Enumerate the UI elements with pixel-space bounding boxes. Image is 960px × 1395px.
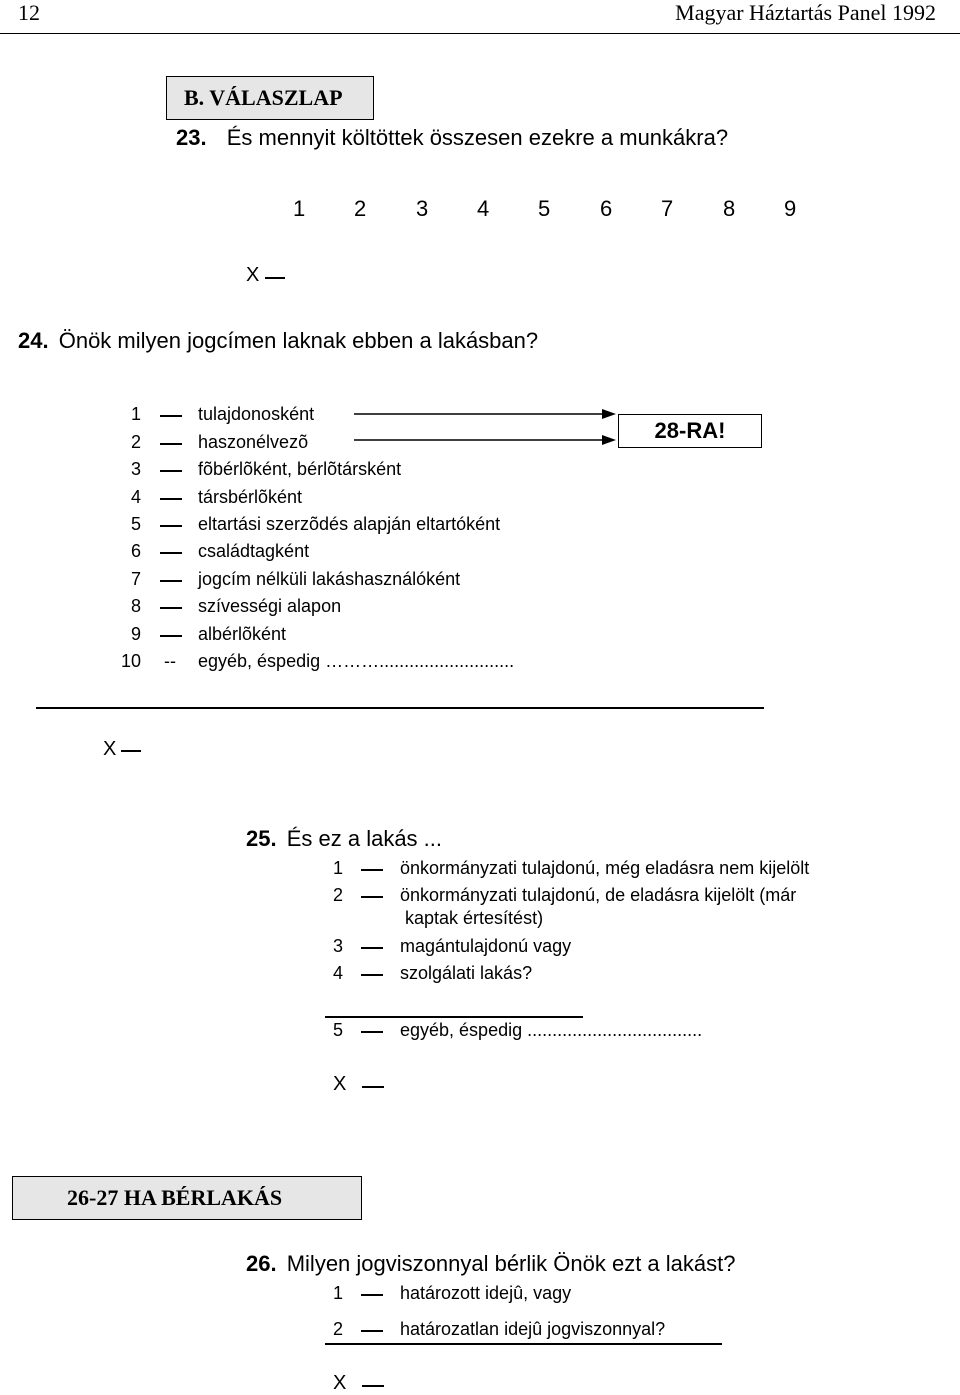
q25-option-dash [361, 1031, 383, 1033]
q24-option-text: jogcím nélküli lakáshasználóként [198, 569, 461, 589]
q24-option-code[interactable]: 6 [131, 541, 142, 561]
q24-option-text: családtagként [198, 541, 310, 561]
section-b-label [166, 76, 374, 120]
q24-option-dash [160, 552, 182, 554]
q24-option-dash [160, 580, 182, 582]
q23-scale-item[interactable]: 8 [723, 196, 736, 221]
q25-x-mark[interactable]: X [333, 1073, 347, 1095]
q24-option-text: szívességi alapon [198, 596, 342, 616]
q25-option-text-cont: kaptak értesítést) [405, 908, 544, 928]
q23-scale-item[interactable]: 7 [661, 196, 674, 221]
q25-divider [325, 1016, 583, 1018]
q23-heading [176, 125, 728, 151]
q26-number: 26. [246, 1251, 277, 1276]
q24-option-code[interactable]: 1 [131, 404, 142, 424]
q26-text: Milyen jogviszonnyal bérlik Önök ezt a lakást? [286, 1251, 736, 1276]
section-2627-text: 26-27 HA BÉRLAKÁS [67, 1185, 283, 1210]
q24-number: 24. [18, 328, 49, 353]
q23-scale-item[interactable]: 4 [477, 196, 490, 221]
q23-scale-item[interactable]: 5 [538, 196, 551, 221]
q25-option-dash [361, 974, 383, 976]
q26-option-text: határozott idejû, vagy [400, 1283, 572, 1303]
q23-x-mark[interactable]: X [246, 264, 260, 286]
q25-option-code[interactable]: 1 [333, 858, 344, 878]
q24-option-code[interactable]: 10 [121, 651, 142, 671]
q26-divider [325, 1343, 722, 1345]
q24-option-code[interactable]: 9 [131, 624, 142, 644]
q26-option-text: határozatlan idejû jogviszonnyal? [400, 1319, 666, 1339]
section-b-text: B. VÁLASZLAP [184, 85, 343, 110]
q24-option-dash [160, 525, 182, 527]
q25-option-text: önkormányzati tulajdonú, de eladásra kijelölt (már [400, 885, 797, 905]
q25-option-code[interactable]: 2 [333, 885, 344, 905]
q24-option-dash [160, 498, 182, 500]
q25-option-text: egyéb, éspedig ................................... [400, 1020, 703, 1040]
q24-option-code[interactable]: 3 [131, 459, 142, 479]
q25-option-text: önkormányzati tulajdonú, még eladásra nem kijelölt [400, 858, 810, 878]
q24-option-dash [160, 470, 182, 472]
q23-scale-item[interactable]: 1 [293, 196, 306, 221]
q24-x-dash [121, 750, 141, 752]
q24-option-text: egyéb, éspedig ………........................... [198, 651, 515, 671]
q24-option-code[interactable]: 7 [131, 569, 142, 589]
running-title: Magyar Háztartás Panel 1992 [675, 0, 936, 25]
q25-option-code[interactable]: 4 [333, 963, 344, 983]
arrow-right-icon [602, 435, 616, 445]
q24-option-code[interactable]: 4 [131, 487, 142, 507]
q25-x-dash [362, 1086, 384, 1088]
q25-option-dash [361, 869, 383, 871]
q26-option-dash [361, 1330, 383, 1332]
goto-arrows [350, 405, 620, 450]
q24-option-code[interactable]: 2 [131, 432, 142, 452]
q26-x-dash [362, 1385, 384, 1387]
q24-option-dash [160, 635, 182, 637]
q25-number: 25. [246, 826, 277, 851]
q25-heading [246, 826, 442, 852]
q25-option-text: szolgálati lakás? [400, 963, 533, 983]
q26-option-code[interactable]: 1 [333, 1283, 344, 1303]
q25-option-dash [361, 896, 383, 898]
q23-x-dash [265, 277, 285, 279]
q25-option-text: magántulajdonú vagy [400, 936, 572, 956]
q24-option-code[interactable]: 8 [131, 596, 142, 616]
q24-option-text: eltartási szerzõdés alapján eltartóként [198, 514, 501, 534]
q23-scale-item[interactable]: 2 [354, 196, 367, 221]
q24-option-code[interactable]: 5 [131, 514, 142, 534]
q24-heading [18, 328, 538, 354]
q26-option-code[interactable]: 2 [333, 1319, 344, 1339]
q24-option-text: tulajdonosként [198, 404, 315, 424]
q23-number: 23. [176, 125, 207, 150]
q24-text: Önök milyen jogcímen laknak ebben a lakásban? [58, 328, 539, 353]
header-divider [0, 33, 960, 34]
goto-28-box [618, 414, 762, 448]
q23-text: És mennyit költöttek összesen ezekre a munkákra? [226, 125, 729, 150]
q23-scale-item[interactable]: 9 [784, 196, 797, 221]
page-number: 12 [18, 0, 40, 25]
q25-option-code[interactable]: 5 [333, 1020, 344, 1040]
q24-option-dash [160, 443, 182, 445]
q25-text: És ez a lakás ... [286, 826, 443, 851]
q24-x-mark[interactable]: X [103, 738, 117, 760]
q25-option-code[interactable]: 3 [333, 936, 344, 956]
q23-scale-item[interactable]: 6 [600, 196, 613, 221]
q24-option-text: haszonélvezõ [198, 432, 309, 452]
q24-option-text: albérlõként [198, 624, 287, 644]
q24-option-text: társbérlõként [198, 487, 303, 507]
q24-option-dash [160, 415, 182, 417]
q25-option-dash [361, 947, 383, 949]
q24-option-text: fõbérlõként, bérlõtársként [198, 459, 402, 479]
q26-option-dash [361, 1294, 383, 1296]
q26-x-mark[interactable]: X [333, 1372, 347, 1394]
arrow-right-icon [602, 409, 616, 419]
q24-option-sep: -- [164, 651, 176, 671]
section-2627-label [12, 1176, 362, 1220]
q24-option-dash [160, 607, 182, 609]
goto-28-text: 28-RA! [654, 418, 726, 443]
q23-scale-item[interactable]: 3 [416, 196, 429, 221]
q24-divider [36, 707, 764, 709]
q26-heading [246, 1251, 735, 1277]
